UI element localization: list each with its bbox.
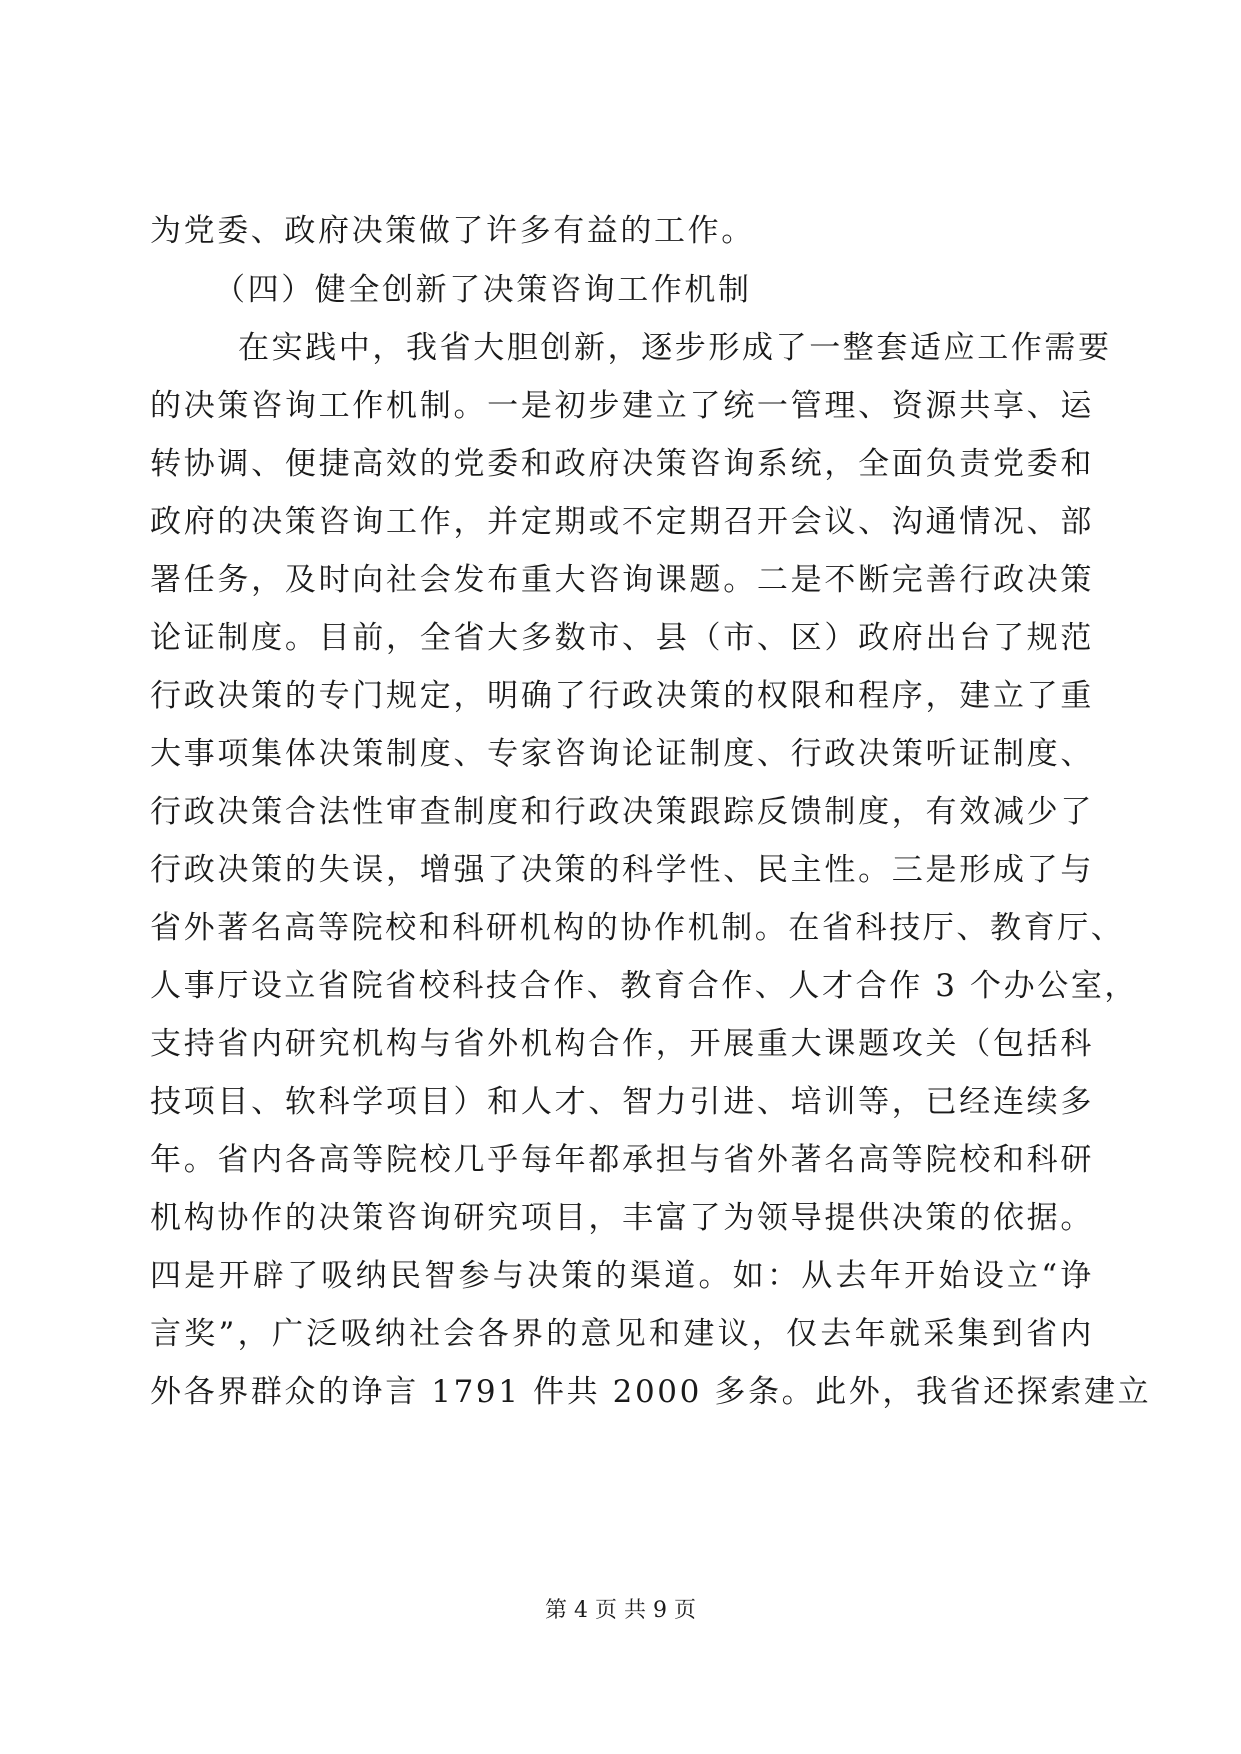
text-line-20: 言奖”，广泛吸纳社会各界的意见和建议，仅去年就采集到省内 xyxy=(150,1316,1094,1352)
text-line-16: 技项目、软科学项目）和人才、智力引进、培训等，已经连续多 xyxy=(150,1084,1094,1120)
text-line-8: 论证制度。目前，全省大多数市、县（市、区）政府出台了规范 xyxy=(150,620,1094,656)
text-line-3: 在实践中，我省大胆创新，逐步形成了一整套适应工作需要 xyxy=(238,330,1112,366)
text-line-19: 四是开辟了吸纳民智参与决策的渠道。如：从去年开始设立“诤 xyxy=(150,1258,1094,1294)
section-heading: （四）健全创新了决策咨询工作机制 xyxy=(214,272,752,308)
text-line-6: 政府的决策咨询工作，并定期或不定期召开会议、沟通情况、部 xyxy=(150,504,1094,540)
page-number-footer: 第 4 页 共 9 页 xyxy=(545,1598,696,1623)
text-line-21: 外各界群众的诤言 1791 件共 2000 多条。此外，我省还探索建立 xyxy=(150,1374,1152,1410)
text-line-13: 省外著名高等院校和科研机构的协作机制。在省科技厅、教育厅、 xyxy=(150,910,1125,946)
text-line-12: 行政决策的失误，增强了决策的科学性、民主性。三是形成了与 xyxy=(150,852,1094,888)
text-line-4: 的决策咨询工作机制。一是初步建立了统一管理、资源共享、运 xyxy=(150,388,1094,424)
text-line-15: 支持省内研究机构与省外机构合作，开展重大课题攻关（包括科 xyxy=(150,1026,1094,1062)
text-line-10: 大事项集体决策制度、专家咨询论证制度、行政决策听证制度、 xyxy=(150,736,1094,772)
text-line-18: 机构协作的决策咨询研究项目，丰富了为领导提供决策的依据。 xyxy=(150,1200,1094,1236)
text-line-1: 为党委、政府决策做了许多有益的工作。 xyxy=(150,213,755,249)
text-line-17: 年。省内各高等院校几乎每年都承担与省外著名高等院校和科研 xyxy=(150,1142,1094,1178)
text-line-5: 转协调、便捷高效的党委和政府决策咨询系统，全面负责党委和 xyxy=(150,446,1094,482)
text-line-7: 署任务，及时向社会发布重大咨询课题。二是不断完善行政决策 xyxy=(150,562,1094,598)
text-line-9: 行政决策的专门规定，明确了行政决策的权限和程序，建立了重 xyxy=(150,678,1094,714)
text-line-11: 行政决策合法性审查制度和行政决策跟踪反馈制度，有效减少了 xyxy=(150,794,1094,830)
text-line-14: 人事厅设立省院省校科技合作、教育合作、人才合作 3 个办公室， xyxy=(150,968,1139,1004)
